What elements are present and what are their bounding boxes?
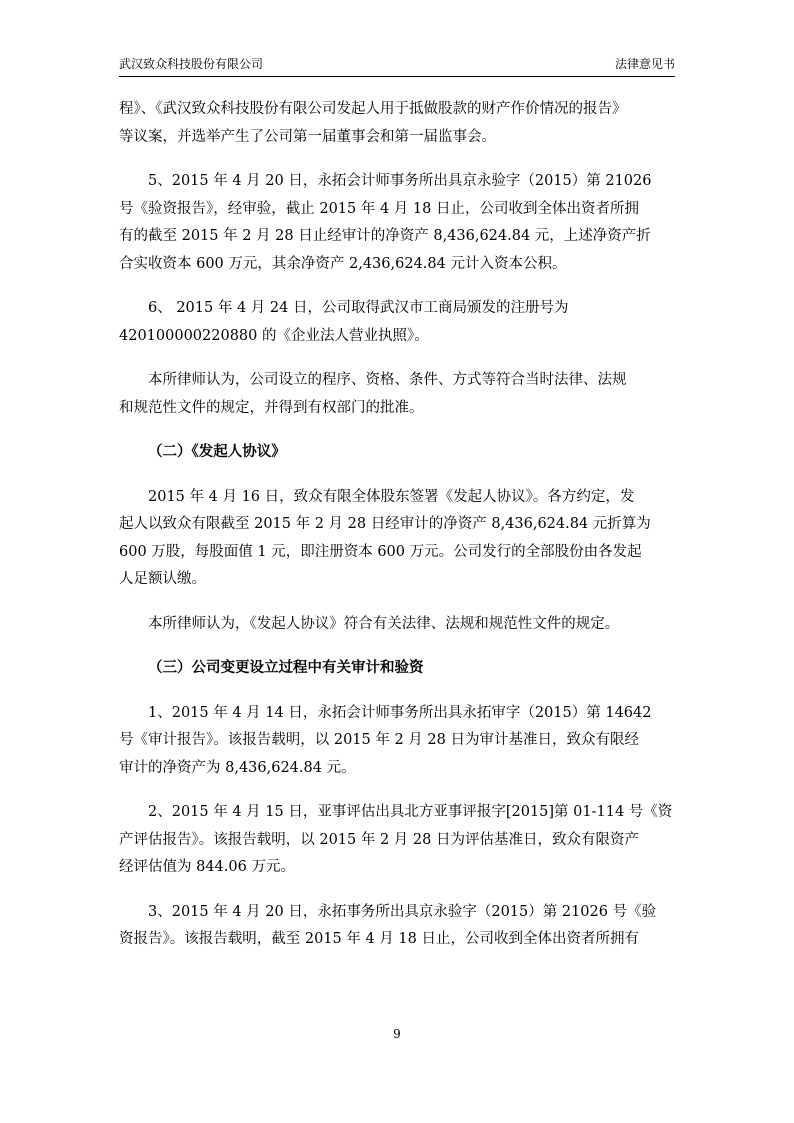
page-number: 9 [393,1027,401,1041]
page-header [119,52,675,77]
header-company-name: 武汉致众科技股份有限公司 [119,57,264,71]
paragraph-asset-appraisal: 2、2015 年 4 月 15 日，亚事评估出具北方亚事评报字[2015]第 01-114 号《资 产评估报告》。该报告载明，以 2015 年 2 月 28 日为评估基准日，致众有限资产 经评估值为 844.06 万元。 [119,804,673,875]
section-heading-audit-verification: （三）公司变更设立过程中有关审计和验资 [148,660,424,676]
paragraph-audit-report: 1、2015 年 4 月 14 日，永拓会计师事务所出具永拓审字（2015）第 14642 号《审计报告》。该报告载明，以 2015 年 2 月 28 日为审计基准日，致众有限经 审计的净资产为 8,436,624.84 元。 [119,704,652,776]
document-body [119,96,676,971]
paragraph-lawyer-opinion-1: 本所律师认为，公司设立的程序、资格、条件、方式等符合当时法律、法规 和规范性文件的规定，并得到有权部门的批准。 [119,372,627,416]
header-document-type: 法律意见书 [614,57,675,71]
paragraph-lawyer-opinion-2: 本所律师认为，《发起人协议》符合有关法律、法规和规范性文件的规定。 [148,615,620,632]
paragraph-promoter-agreement: 2015 年 4 月 16 日，致众有限全体股东签署《发起人协议》。各方约定，发 起人以致众有限截至 2015 年 2 月 28 日经审计的净资产 8,436,624.84 元折算为 600 万股，每股面值 1 元，即注册资本 600 万元。公司发行的全部股份由各发起 人足额认缴。 [119,488,651,587]
section-heading-promoter-agreement: （二）《发起人协议》 [148,444,286,460]
paragraph-item-5: 5、2015 年 4 月 20 日，永拓会计师事务所出具京永验字（2015）第 21026 号《验资报告》，经审验，截止 2015 年 4 月 18 日止，公司收到全体出资者所拥 有的截至 2015 年 2 月 28 日止经审计的净资产 8,436,624.84 元，上述净资产折 合实收资本 600 万元，其余净资产 2,436,624.84 元计入资本公积。 [119,173,652,272]
paragraph-item-6: 6、 2015 年 4 月 24 日，公司取得武汉市工商局颁发的注册号为 420100000220880 的《企业法人营业执照》。 [119,300,569,344]
paragraph-continuation: 程》、《武汉致众科技股份有限公司发起人用于抵做股款的财产作价情况的报告》 等议案，并选举产生了公司第一届董事会和第一届监事会。 [119,101,627,145]
paragraph-capital-verification: 3、2015 年 4 月 20 日，永拓事务所出具京永验字（2015）第 21026 号《验 资报告》。该报告载明，截至 2015 年 4 月 18 日止，公司收到全体出资者所拥有 [119,903,657,947]
